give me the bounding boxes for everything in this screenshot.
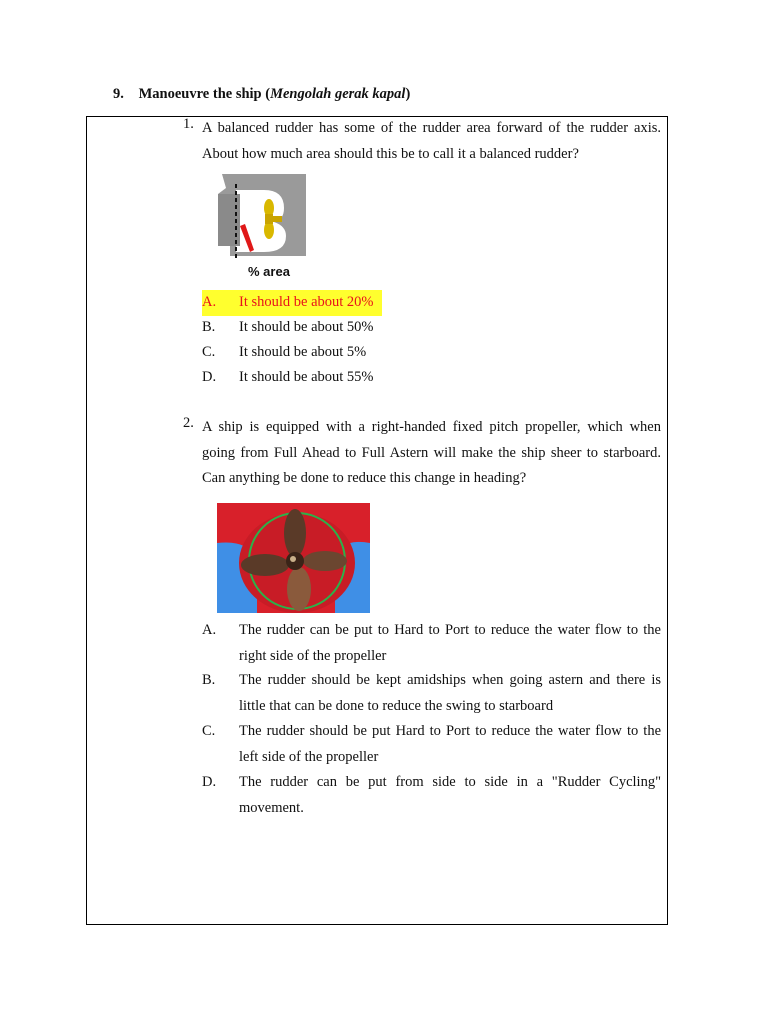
q1-option-a xyxy=(202,290,382,316)
question-text: A ship is equipped with a right-handed fixed pitch propeller, which when going from Full Ahead to Full Astern will make the ship sheer to starboard. Can anything be done to reduce this change in heading? xyxy=(202,419,661,486)
question-number: 1. xyxy=(183,116,194,132)
option-letter: B. xyxy=(202,319,216,335)
section-number: 9. xyxy=(113,86,124,102)
option-text: It should be about 50% xyxy=(239,319,374,335)
question-text: A balanced rudder has some of the rudder area forward of the rudder axis. About how much area should this be to call it a balanced rudder? xyxy=(202,120,661,162)
option-letter: A. xyxy=(202,294,217,310)
option-letter: D. xyxy=(202,369,217,385)
option-text: It should be about 20% xyxy=(239,294,374,310)
question-1 xyxy=(183,116,661,167)
q1-option-c xyxy=(202,340,661,366)
q2-option-a xyxy=(202,618,661,669)
option-text: The rudder should be kept amidships when going astern and there is little that can be done to reduce the swing to starboard xyxy=(239,672,661,714)
balanced-rudder-figure xyxy=(212,170,322,282)
question-2 xyxy=(183,415,661,492)
q2-option-b xyxy=(202,668,661,719)
option-letter: C. xyxy=(202,344,216,360)
option-letter: D. xyxy=(202,774,217,790)
q1-option-d xyxy=(202,365,661,391)
q2-option-d xyxy=(202,770,661,821)
propeller-figure xyxy=(217,503,370,613)
option-letter: A. xyxy=(202,622,217,638)
option-text: The rudder can be put to Hard to Port to reduce the water flow to the right side of the propeller xyxy=(239,622,661,664)
option-text: The rudder should be put Hard to Port to reduce the water flow to the left side of the propeller xyxy=(239,723,661,765)
option-letter: B. xyxy=(202,672,216,688)
q2-option-c xyxy=(202,719,661,770)
option-text: It should be about 5% xyxy=(239,344,367,360)
question-number: 2. xyxy=(183,415,194,431)
section-title: Manoeuvre the ship xyxy=(138,86,262,102)
section-subtitle: Mengolah gerak kapal xyxy=(270,86,406,102)
figure-caption: % area xyxy=(248,264,290,279)
option-letter: C. xyxy=(202,723,216,739)
option-text: The rudder can be put from side to side in a "Rudder Cycling" movement. xyxy=(239,774,661,816)
section-heading: 9. Manoeuvre the ship (Mengolah gerak kapal) xyxy=(113,86,411,102)
q1-option-b xyxy=(202,315,661,341)
option-text: It should be about 55% xyxy=(239,369,374,385)
